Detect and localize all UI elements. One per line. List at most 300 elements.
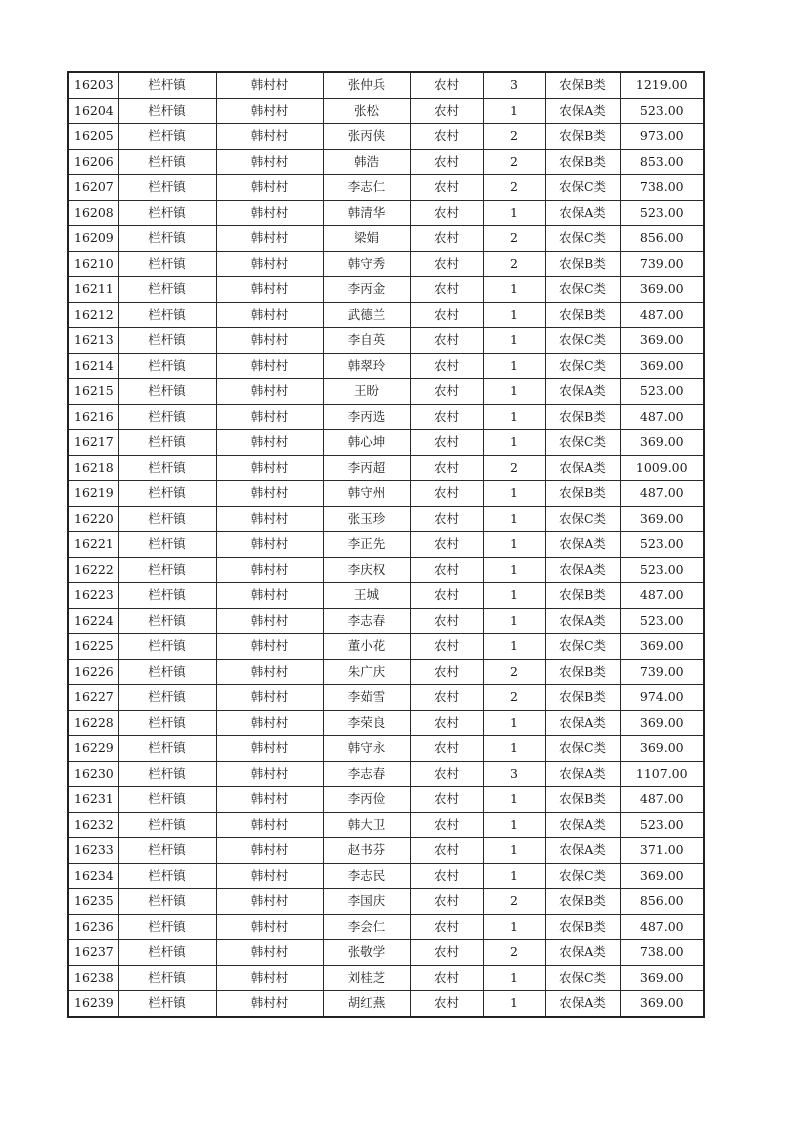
cell-village: 韩村村 <box>216 226 323 252</box>
cell-village: 韩村村 <box>216 72 323 98</box>
cell-household-type: 农村 <box>410 481 483 507</box>
cell-amount: 369.00 <box>620 353 704 379</box>
cell-member-count: 1 <box>483 965 545 991</box>
cell-record-id: 16212 <box>68 302 118 328</box>
cell-household-type: 农村 <box>410 965 483 991</box>
cell-village: 韩村村 <box>216 302 323 328</box>
cell-record-id: 16214 <box>68 353 118 379</box>
cell-amount: 974.00 <box>620 685 704 711</box>
table-row <box>68 302 704 328</box>
cell-town: 栏杆镇 <box>118 72 216 98</box>
cell-member-count: 1 <box>483 787 545 813</box>
cell-amount: 371.00 <box>620 838 704 864</box>
cell-amount: 369.00 <box>620 863 704 889</box>
cell-insurance-category: 农保C类 <box>545 634 620 660</box>
cell-amount: 369.00 <box>620 991 704 1017</box>
cell-village: 韩村村 <box>216 353 323 379</box>
cell-person-name: 韩心坤 <box>323 430 410 456</box>
cell-amount: 1219.00 <box>620 72 704 98</box>
cell-record-id: 16211 <box>68 277 118 303</box>
cell-village: 韩村村 <box>216 481 323 507</box>
cell-amount: 856.00 <box>620 889 704 915</box>
cell-member-count: 1 <box>483 200 545 226</box>
cell-member-count: 1 <box>483 710 545 736</box>
cell-village: 韩村村 <box>216 532 323 558</box>
cell-person-name: 李荣良 <box>323 710 410 736</box>
cell-member-count: 1 <box>483 812 545 838</box>
cell-village: 韩村村 <box>216 379 323 405</box>
cell-town: 栏杆镇 <box>118 98 216 124</box>
cell-town: 栏杆镇 <box>118 583 216 609</box>
cell-village: 韩村村 <box>216 838 323 864</box>
cell-town: 栏杆镇 <box>118 532 216 558</box>
cell-member-count: 1 <box>483 991 545 1017</box>
cell-member-count: 1 <box>483 404 545 430</box>
cell-village: 韩村村 <box>216 761 323 787</box>
cell-member-count: 1 <box>483 863 545 889</box>
cell-insurance-category: 农保A类 <box>545 812 620 838</box>
cell-household-type: 农村 <box>410 940 483 966</box>
cell-town: 栏杆镇 <box>118 175 216 201</box>
cell-insurance-category: 农保B类 <box>545 889 620 915</box>
cell-amount: 523.00 <box>620 98 704 124</box>
cell-record-id: 16230 <box>68 761 118 787</box>
cell-person-name: 韩守永 <box>323 736 410 762</box>
cell-household-type: 农村 <box>410 226 483 252</box>
cell-person-name: 胡红燕 <box>323 991 410 1017</box>
cell-village: 韩村村 <box>216 710 323 736</box>
cell-person-name: 李志春 <box>323 608 410 634</box>
cell-amount: 369.00 <box>620 710 704 736</box>
cell-record-id: 16215 <box>68 379 118 405</box>
cell-town: 栏杆镇 <box>118 608 216 634</box>
cell-insurance-category: 农保B类 <box>545 659 620 685</box>
cell-amount: 1009.00 <box>620 455 704 481</box>
cell-village: 韩村村 <box>216 634 323 660</box>
cell-village: 韩村村 <box>216 965 323 991</box>
cell-village: 韩村村 <box>216 430 323 456</box>
table-row <box>68 251 704 277</box>
cell-record-id: 16237 <box>68 940 118 966</box>
cell-record-id: 16235 <box>68 889 118 915</box>
cell-household-type: 农村 <box>410 124 483 150</box>
cell-record-id: 16205 <box>68 124 118 150</box>
table-row <box>68 991 704 1017</box>
cell-insurance-category: 农保A类 <box>545 532 620 558</box>
cell-insurance-category: 农保B类 <box>545 251 620 277</box>
cell-household-type: 农村 <box>410 98 483 124</box>
cell-town: 栏杆镇 <box>118 455 216 481</box>
cell-insurance-category: 农保C类 <box>545 328 620 354</box>
cell-person-name: 朱广庆 <box>323 659 410 685</box>
cell-record-id: 16232 <box>68 812 118 838</box>
table-row <box>68 353 704 379</box>
cell-town: 栏杆镇 <box>118 277 216 303</box>
cell-amount: 523.00 <box>620 608 704 634</box>
cell-village: 韩村村 <box>216 557 323 583</box>
table-row <box>68 532 704 558</box>
cell-record-id: 16207 <box>68 175 118 201</box>
cell-household-type: 农村 <box>410 812 483 838</box>
cell-person-name: 李国庆 <box>323 889 410 915</box>
cell-town: 栏杆镇 <box>118 124 216 150</box>
cell-town: 栏杆镇 <box>118 506 216 532</box>
table-row <box>68 72 704 98</box>
cell-amount: 973.00 <box>620 124 704 150</box>
cell-member-count: 1 <box>483 532 545 558</box>
cell-member-count: 1 <box>483 634 545 660</box>
cell-household-type: 农村 <box>410 455 483 481</box>
cell-record-id: 16203 <box>68 72 118 98</box>
cell-amount: 523.00 <box>620 200 704 226</box>
cell-person-name: 刘桂芝 <box>323 965 410 991</box>
cell-member-count: 1 <box>483 914 545 940</box>
table-row <box>68 124 704 150</box>
cell-amount: 856.00 <box>620 226 704 252</box>
cell-household-type: 农村 <box>410 787 483 813</box>
cell-household-type: 农村 <box>410 379 483 405</box>
cell-amount: 1107.00 <box>620 761 704 787</box>
cell-member-count: 3 <box>483 761 545 787</box>
table-row <box>68 430 704 456</box>
cell-record-id: 16233 <box>68 838 118 864</box>
cell-insurance-category: 农保B类 <box>545 914 620 940</box>
cell-household-type: 农村 <box>410 353 483 379</box>
cell-insurance-category: 农保B类 <box>545 583 620 609</box>
cell-town: 栏杆镇 <box>118 863 216 889</box>
table-row <box>68 634 704 660</box>
cell-record-id: 16208 <box>68 200 118 226</box>
cell-insurance-category: 农保C类 <box>545 430 620 456</box>
cell-village: 韩村村 <box>216 98 323 124</box>
table-row <box>68 328 704 354</box>
table-row <box>68 736 704 762</box>
cell-insurance-category: 农保C类 <box>545 226 620 252</box>
table-row <box>68 863 704 889</box>
cell-village: 韩村村 <box>216 991 323 1017</box>
cell-household-type: 农村 <box>410 506 483 532</box>
cell-town: 栏杆镇 <box>118 149 216 175</box>
cell-household-type: 农村 <box>410 914 483 940</box>
cell-insurance-category: 农保B类 <box>545 149 620 175</box>
cell-town: 栏杆镇 <box>118 557 216 583</box>
cell-person-name: 李庆权 <box>323 557 410 583</box>
cell-insurance-category: 农保C类 <box>545 965 620 991</box>
cell-amount: 739.00 <box>620 251 704 277</box>
table-row <box>68 175 704 201</box>
cell-village: 韩村村 <box>216 404 323 430</box>
cell-person-name: 李丙俭 <box>323 787 410 813</box>
cell-record-id: 16229 <box>68 736 118 762</box>
cell-amount: 487.00 <box>620 914 704 940</box>
cell-insurance-category: 农保A类 <box>545 838 620 864</box>
cell-household-type: 农村 <box>410 404 483 430</box>
cell-amount: 487.00 <box>620 481 704 507</box>
table-row <box>68 98 704 124</box>
cell-insurance-category: 农保B类 <box>545 404 620 430</box>
cell-member-count: 1 <box>483 583 545 609</box>
table-row <box>68 659 704 685</box>
cell-household-type: 农村 <box>410 659 483 685</box>
cell-village: 韩村村 <box>216 200 323 226</box>
cell-record-id: 16228 <box>68 710 118 736</box>
table-row <box>68 455 704 481</box>
table-row <box>68 379 704 405</box>
table-row <box>68 608 704 634</box>
cell-person-name: 李丙超 <box>323 455 410 481</box>
table-row <box>68 914 704 940</box>
cell-member-count: 3 <box>483 72 545 98</box>
cell-person-name: 李正先 <box>323 532 410 558</box>
table-row <box>68 506 704 532</box>
cell-member-count: 1 <box>483 557 545 583</box>
cell-person-name: 韩大卫 <box>323 812 410 838</box>
cell-town: 栏杆镇 <box>118 940 216 966</box>
table-row <box>68 685 704 711</box>
cell-amount: 738.00 <box>620 175 704 201</box>
cell-person-name: 韩翠玲 <box>323 353 410 379</box>
cell-household-type: 农村 <box>410 736 483 762</box>
cell-village: 韩村村 <box>216 736 323 762</box>
cell-insurance-category: 农保B类 <box>545 302 620 328</box>
cell-town: 栏杆镇 <box>118 634 216 660</box>
table-body <box>68 72 704 1017</box>
cell-record-id: 16218 <box>68 455 118 481</box>
cell-record-id: 16239 <box>68 991 118 1017</box>
cell-town: 栏杆镇 <box>118 761 216 787</box>
cell-town: 栏杆镇 <box>118 914 216 940</box>
cell-amount: 369.00 <box>620 634 704 660</box>
cell-record-id: 16220 <box>68 506 118 532</box>
cell-village: 韩村村 <box>216 149 323 175</box>
cell-member-count: 1 <box>483 608 545 634</box>
cell-household-type: 农村 <box>410 328 483 354</box>
cell-member-count: 1 <box>483 302 545 328</box>
cell-amount: 369.00 <box>620 506 704 532</box>
cell-record-id: 16221 <box>68 532 118 558</box>
cell-insurance-category: 农保A类 <box>545 608 620 634</box>
cell-person-name: 韩守秀 <box>323 251 410 277</box>
cell-insurance-category: 农保C类 <box>545 736 620 762</box>
cell-amount: 369.00 <box>620 328 704 354</box>
cell-town: 栏杆镇 <box>118 379 216 405</box>
cell-member-count: 2 <box>483 455 545 481</box>
cell-town: 栏杆镇 <box>118 226 216 252</box>
cell-person-name: 李会仁 <box>323 914 410 940</box>
table-row <box>68 965 704 991</box>
cell-household-type: 农村 <box>410 532 483 558</box>
table-row <box>68 481 704 507</box>
cell-village: 韩村村 <box>216 914 323 940</box>
cell-member-count: 1 <box>483 838 545 864</box>
cell-town: 栏杆镇 <box>118 787 216 813</box>
table-row <box>68 149 704 175</box>
cell-member-count: 2 <box>483 149 545 175</box>
cell-town: 栏杆镇 <box>118 404 216 430</box>
cell-village: 韩村村 <box>216 812 323 838</box>
cell-household-type: 农村 <box>410 277 483 303</box>
cell-member-count: 2 <box>483 889 545 915</box>
cell-amount: 369.00 <box>620 430 704 456</box>
cell-household-type: 农村 <box>410 583 483 609</box>
table-row <box>68 226 704 252</box>
cell-village: 韩村村 <box>216 455 323 481</box>
cell-village: 韩村村 <box>216 251 323 277</box>
cell-member-count: 2 <box>483 659 545 685</box>
cell-insurance-category: 农保A类 <box>545 710 620 736</box>
cell-member-count: 2 <box>483 124 545 150</box>
cell-person-name: 张仲兵 <box>323 72 410 98</box>
cell-person-name: 韩浩 <box>323 149 410 175</box>
cell-member-count: 1 <box>483 481 545 507</box>
table-row <box>68 710 704 736</box>
cell-town: 栏杆镇 <box>118 328 216 354</box>
cell-town: 栏杆镇 <box>118 736 216 762</box>
cell-insurance-category: 农保A类 <box>545 940 620 966</box>
cell-member-count: 2 <box>483 251 545 277</box>
cell-insurance-category: 农保A类 <box>545 761 620 787</box>
cell-amount: 369.00 <box>620 965 704 991</box>
cell-record-id: 16216 <box>68 404 118 430</box>
cell-household-type: 农村 <box>410 72 483 98</box>
cell-amount: 523.00 <box>620 532 704 558</box>
table-row <box>68 557 704 583</box>
cell-village: 韩村村 <box>216 124 323 150</box>
cell-person-name: 韩守州 <box>323 481 410 507</box>
cell-household-type: 农村 <box>410 430 483 456</box>
cell-household-type: 农村 <box>410 889 483 915</box>
cell-town: 栏杆镇 <box>118 889 216 915</box>
cell-town: 栏杆镇 <box>118 430 216 456</box>
cell-person-name: 王盼 <box>323 379 410 405</box>
cell-record-id: 16210 <box>68 251 118 277</box>
cell-village: 韩村村 <box>216 608 323 634</box>
cell-person-name: 李自英 <box>323 328 410 354</box>
cell-record-id: 16209 <box>68 226 118 252</box>
cell-record-id: 16225 <box>68 634 118 660</box>
cell-village: 韩村村 <box>216 787 323 813</box>
cell-village: 韩村村 <box>216 328 323 354</box>
cell-member-count: 2 <box>483 940 545 966</box>
cell-village: 韩村村 <box>216 863 323 889</box>
cell-town: 栏杆镇 <box>118 481 216 507</box>
cell-insurance-category: 农保A类 <box>545 991 620 1017</box>
cell-town: 栏杆镇 <box>118 659 216 685</box>
cell-town: 栏杆镇 <box>118 965 216 991</box>
cell-insurance-category: 农保A类 <box>545 98 620 124</box>
cell-record-id: 16238 <box>68 965 118 991</box>
cell-person-name: 武德兰 <box>323 302 410 328</box>
cell-person-name: 李丙选 <box>323 404 410 430</box>
cell-amount: 487.00 <box>620 787 704 813</box>
cell-person-name: 张松 <box>323 98 410 124</box>
cell-member-count: 1 <box>483 379 545 405</box>
cell-amount: 738.00 <box>620 940 704 966</box>
cell-household-type: 农村 <box>410 149 483 175</box>
cell-village: 韩村村 <box>216 685 323 711</box>
cell-village: 韩村村 <box>216 659 323 685</box>
cell-village: 韩村村 <box>216 277 323 303</box>
subsidy-roster-table <box>67 71 705 1018</box>
cell-insurance-category: 农保A类 <box>545 557 620 583</box>
cell-household-type: 农村 <box>410 761 483 787</box>
cell-insurance-category: 农保C类 <box>545 506 620 532</box>
cell-record-id: 16224 <box>68 608 118 634</box>
cell-record-id: 16231 <box>68 787 118 813</box>
cell-household-type: 农村 <box>410 634 483 660</box>
cell-amount: 487.00 <box>620 302 704 328</box>
table-row <box>68 200 704 226</box>
cell-record-id: 16219 <box>68 481 118 507</box>
cell-member-count: 2 <box>483 226 545 252</box>
cell-insurance-category: 农保C类 <box>545 863 620 889</box>
cell-record-id: 16227 <box>68 685 118 711</box>
cell-record-id: 16217 <box>68 430 118 456</box>
cell-village: 韩村村 <box>216 175 323 201</box>
cell-household-type: 农村 <box>410 200 483 226</box>
cell-person-name: 张丙侠 <box>323 124 410 150</box>
cell-member-count: 2 <box>483 685 545 711</box>
cell-member-count: 1 <box>483 277 545 303</box>
cell-insurance-category: 农保B类 <box>545 481 620 507</box>
cell-village: 韩村村 <box>216 506 323 532</box>
cell-member-count: 1 <box>483 736 545 762</box>
cell-person-name: 李丙金 <box>323 277 410 303</box>
cell-insurance-category: 农保C类 <box>545 353 620 379</box>
cell-household-type: 农村 <box>410 557 483 583</box>
cell-insurance-category: 农保C类 <box>545 277 620 303</box>
cell-insurance-category: 农保A类 <box>545 455 620 481</box>
cell-member-count: 1 <box>483 506 545 532</box>
cell-record-id: 16223 <box>68 583 118 609</box>
cell-amount: 369.00 <box>620 736 704 762</box>
cell-person-name: 董小花 <box>323 634 410 660</box>
table-row <box>68 940 704 966</box>
cell-household-type: 农村 <box>410 251 483 277</box>
cell-insurance-category: 农保B类 <box>545 72 620 98</box>
cell-person-name: 张敬学 <box>323 940 410 966</box>
cell-person-name: 李茹雪 <box>323 685 410 711</box>
cell-amount: 523.00 <box>620 557 704 583</box>
cell-person-name: 李志民 <box>323 863 410 889</box>
cell-record-id: 16204 <box>68 98 118 124</box>
cell-person-name: 李志春 <box>323 761 410 787</box>
table-row <box>68 889 704 915</box>
cell-town: 栏杆镇 <box>118 353 216 379</box>
cell-record-id: 16213 <box>68 328 118 354</box>
table-row <box>68 404 704 430</box>
table-row <box>68 787 704 813</box>
cell-town: 栏杆镇 <box>118 251 216 277</box>
cell-household-type: 农村 <box>410 710 483 736</box>
cell-member-count: 1 <box>483 353 545 379</box>
cell-town: 栏杆镇 <box>118 838 216 864</box>
cell-village: 韩村村 <box>216 940 323 966</box>
cell-insurance-category: 农保A类 <box>545 200 620 226</box>
cell-amount: 739.00 <box>620 659 704 685</box>
cell-member-count: 1 <box>483 430 545 456</box>
cell-insurance-category: 农保B类 <box>545 787 620 813</box>
table-row <box>68 277 704 303</box>
cell-town: 栏杆镇 <box>118 200 216 226</box>
cell-member-count: 1 <box>483 98 545 124</box>
cell-record-id: 16226 <box>68 659 118 685</box>
cell-household-type: 农村 <box>410 302 483 328</box>
cell-town: 栏杆镇 <box>118 812 216 838</box>
cell-person-name: 韩清华 <box>323 200 410 226</box>
cell-household-type: 农村 <box>410 175 483 201</box>
table-row <box>68 583 704 609</box>
